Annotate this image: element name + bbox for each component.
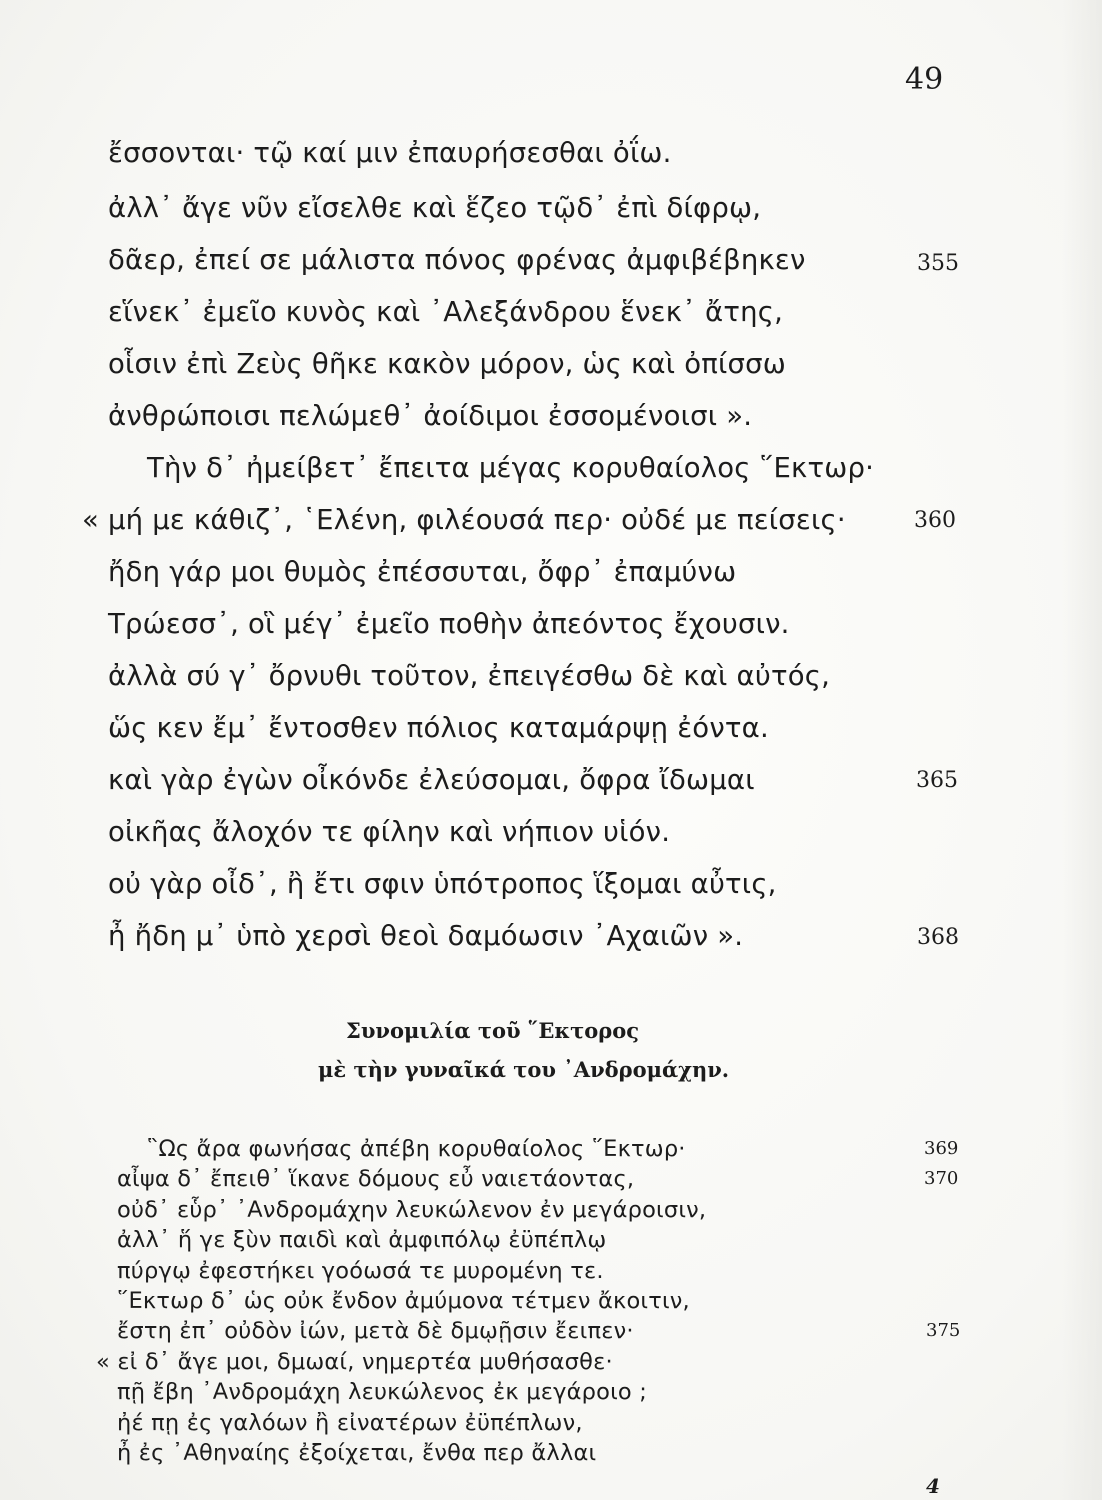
- line-number: 365: [916, 768, 958, 793]
- verse-line: ἀλλ᾽ ἥ γε ξὺν παιδὶ καὶ ἀμφιπόλῳ ἐϋπέπλῳ: [117, 1227, 607, 1254]
- line-number: 368: [917, 925, 959, 950]
- verse-line: ἀλλὰ σύ γ᾽ ὄρνυθι τοῦτον, ἐπειγέσθω δὲ καὶ αὐτός,: [108, 660, 831, 692]
- verse-line: ἔστη ἐπ᾽ οὐδὸν ἰών, μετὰ δὲ δμῳῇσιν ἔειπεν·: [117, 1318, 634, 1345]
- line-number: 375: [926, 1320, 961, 1342]
- verse-line: ἦ ἐς ᾽Αθηναίης ἐξοίχεται, ἔνθα περ ἄλλαι: [117, 1440, 597, 1466]
- page-edge-shadow: [1062, 0, 1102, 1500]
- verse-line: Τρώεσσ᾽, οἳ μέγ᾽ ἐμεῖο ποθὴν ἀπεόντος ἔχουσιν.: [108, 608, 790, 640]
- verse-line: ἀλλ᾽ ἄγε νῦν εἴσελθε καὶ ἕζεο τῷδ᾽ ἐπὶ δίφρῳ,: [108, 192, 762, 224]
- verse-line: δᾶερ, ἐπεί σε μάλιστα πόνος φρένας ἀμφιβέβηκεν: [108, 244, 806, 276]
- verse-line: Τὴν δ᾽ ἠμείβετ᾽ ἔπειτα μέγας κορυθαίολος ῞Εκτωρ·: [147, 452, 875, 484]
- verse-line: πῇ ἔβη ᾽Ανδρομάχη λευκώλενος ἐκ μεγάροιο ;: [117, 1379, 647, 1406]
- line-number: 369: [924, 1138, 959, 1159]
- verse-line: αἶψα δ᾽ ἔπειθ᾽ ἵκανε δόμους εὖ ναιετάοντας,: [117, 1166, 635, 1193]
- line-number: 360: [914, 508, 956, 533]
- section-heading-line1: Συνομιλία τοῦ ῞Εκτορος: [346, 1018, 640, 1043]
- line-number: 370: [924, 1168, 959, 1190]
- verse-line: ῝Ως ἄρα φωνήσας ἀπέβη κορυθαίολος ῞Εκτωρ·: [147, 1136, 686, 1162]
- line-number: 355: [917, 251, 959, 276]
- signature-mark: 4: [926, 1474, 940, 1499]
- verse-line: ἀνθρώποισι πελώμεθ᾽ ἀοίδιμοι ἐσσομένοισι ».: [108, 400, 753, 432]
- verse-line: εἵνεκ᾽ ἐμεῖο κυνὸς καὶ ᾽Αλεξάνδρου ἕνεκ᾽ ἄτης,: [108, 296, 784, 328]
- section-heading-line2: μὲ τὴν γυναῖκά του ᾽Ανδρομάχην.: [318, 1057, 730, 1082]
- verse-line: καὶ γὰρ ἐγὼν οἶκόνδε ἐλεύσομαι, ὄφρα ἴδωμαι: [108, 764, 755, 796]
- verse-line: ἦ ἤδη μ᾽ ὑπὸ χερσὶ θεοὶ δαμόωσιν ᾽Αχαιῶν ».: [108, 920, 744, 952]
- verse-line: οὐ γὰρ οἶδ᾽, ἢ ἔτι σφιν ὑπότροπος ἵξομαι αὖτις,: [108, 868, 777, 900]
- verse-line: ἔσσονται· τῷ καί μιν ἐπαυρήσεσθαι ὀΐω.: [108, 137, 672, 169]
- page-number: 49: [905, 62, 944, 97]
- verse-line: οἷσιν ἐπὶ Ζεὺς θῆκε κακὸν μόρον, ὡς καὶ ὀπίσσω: [108, 348, 786, 380]
- verse-line: οἰκῆας ἄλοχόν τε φίλην καὶ νήπιον υἱόν.: [108, 816, 671, 848]
- verse-line: ἠέ πῃ ἐς γαλόων ἢ εἰνατέρων ἐϋπέπλων,: [117, 1409, 583, 1436]
- verse-line: ῞Εκτωρ δ᾽ ὡς οὐκ ἔνδον ἀμύμονα τέτμεν ἄκοιτιν,: [117, 1288, 690, 1314]
- verse-line: « εἰ δ᾽ ἄγε μοι, δμωαί, νημερτέα μυθήσασθε·: [96, 1348, 613, 1375]
- verse-line: ἤδη γάρ μοι θυμὸς ἐπέσσυται, ὄφρ᾽ ἐπαμύνω: [108, 556, 737, 588]
- verse-line: οὐδ᾽ εὗρ᾽ ᾽Ανδρομάχην λευκώλενον ἐν μεγάροισιν,: [117, 1196, 707, 1223]
- verse-line: πύργῳ ἐφεστήκει γοόωσά τε μυρομένη τε.: [117, 1257, 604, 1284]
- verse-line: « μή με κάθιζ᾽, ῾Ελένη, φιλέουσά περ· οὐδέ με πείσεις·: [82, 504, 846, 536]
- verse-line: ὥς κεν ἔμ᾽ ἔντοσθεν πόλιος καταμάρψῃ ἐόντα.: [108, 712, 769, 744]
